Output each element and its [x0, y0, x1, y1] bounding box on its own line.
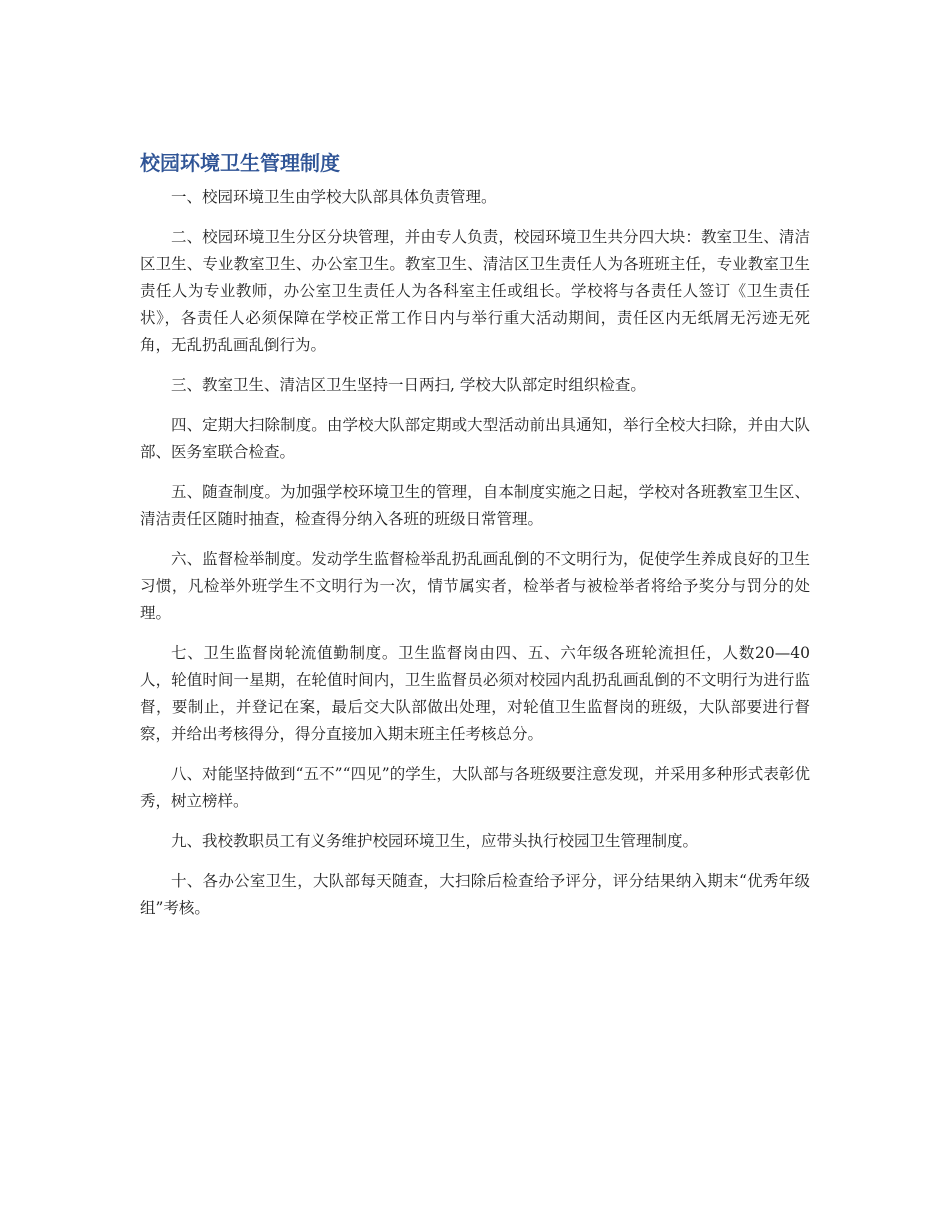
- paragraph-10: 十、各办公室卫生，大队部每天随查，大扫除后检查给予评分，评分结果纳入期末“优秀年级组”考核。: [140, 872, 810, 917]
- paragraph-1: 一、校园环境卫生由学校大队部具体负责管理。: [171, 188, 497, 206]
- paragraph-3: 三、教室卫生、清洁区卫生坚持一日两扫, 学校大队部定时组织检查。: [171, 376, 646, 394]
- paragraph-4: 四、定期大扫除制度。由学校大队部定期或大型活动前出具通知，举行全校大扫除，并由大队部、医务室联合检查。: [140, 416, 810, 461]
- paragraph-9: 九、我校教职员工有义务维护校园环境卫生，应带头执行校园卫生管理制度。: [171, 832, 699, 850]
- paragraph-8: 八、对能坚持做到“五不”“四见”的学生，大队部与各班级要注意发现，并采用多种形式表彰优秀，树立榜样。: [140, 765, 810, 810]
- paragraph-2: 二、校园环境卫生分区分块管理，并由专人负责，校园环境卫生共分四大块：教室卫生、清洁区卫生、专业教室卫生、办公室卫生。教室卫生、清洁区卫生责任人为各班班主任，专业教室卫生责任人为专业教师，办公室卫生责任人为各科室主任或组长。学校将与各责任人签订《卫生责任状》，各责任人必须保障在学校正常工作日内与举行重大活动期间，责任区内无纸屑无污迹无死角，无乱扔乱画乱倒行为。: [140, 228, 810, 354]
- paragraph-7: 七、卫生监督岗轮流值勤制度。卫生监督岗由四、五、六年级各班轮流担任，人数20—40人，轮值时间一星期，在轮值时间内，卫生监督员必须对校园内乱扔乱画乱倒的不文明行为进行监督，要制止，并登记在案，最后交大队部做出处理，对轮值卫生监督岗的班级，大队部要进行督察，并给出考核得分，得分直接加入期末班主任考核总分。: [140, 644, 810, 743]
- paragraph-5: 五、随查制度。为加强学校环境卫生的管理，自本制度实施之日起，学校对各班教室卫生区、清洁责任区随时抽查，检查得分纳入各班的班级日常管理。: [140, 483, 810, 528]
- paragraph-6: 六、监督检举制度。发动学生监督检举乱扔乱画乱倒的不文明行为，促使学生养成良好的卫生习惯，凡检举外班学生不文明行为一次，情节属实者，检举者与被检举者将给予奖分与罚分的处理。: [140, 550, 810, 622]
- document-title: 校园环境卫生管理制度: [140, 151, 340, 175]
- document-body: [140, 148, 810, 935]
